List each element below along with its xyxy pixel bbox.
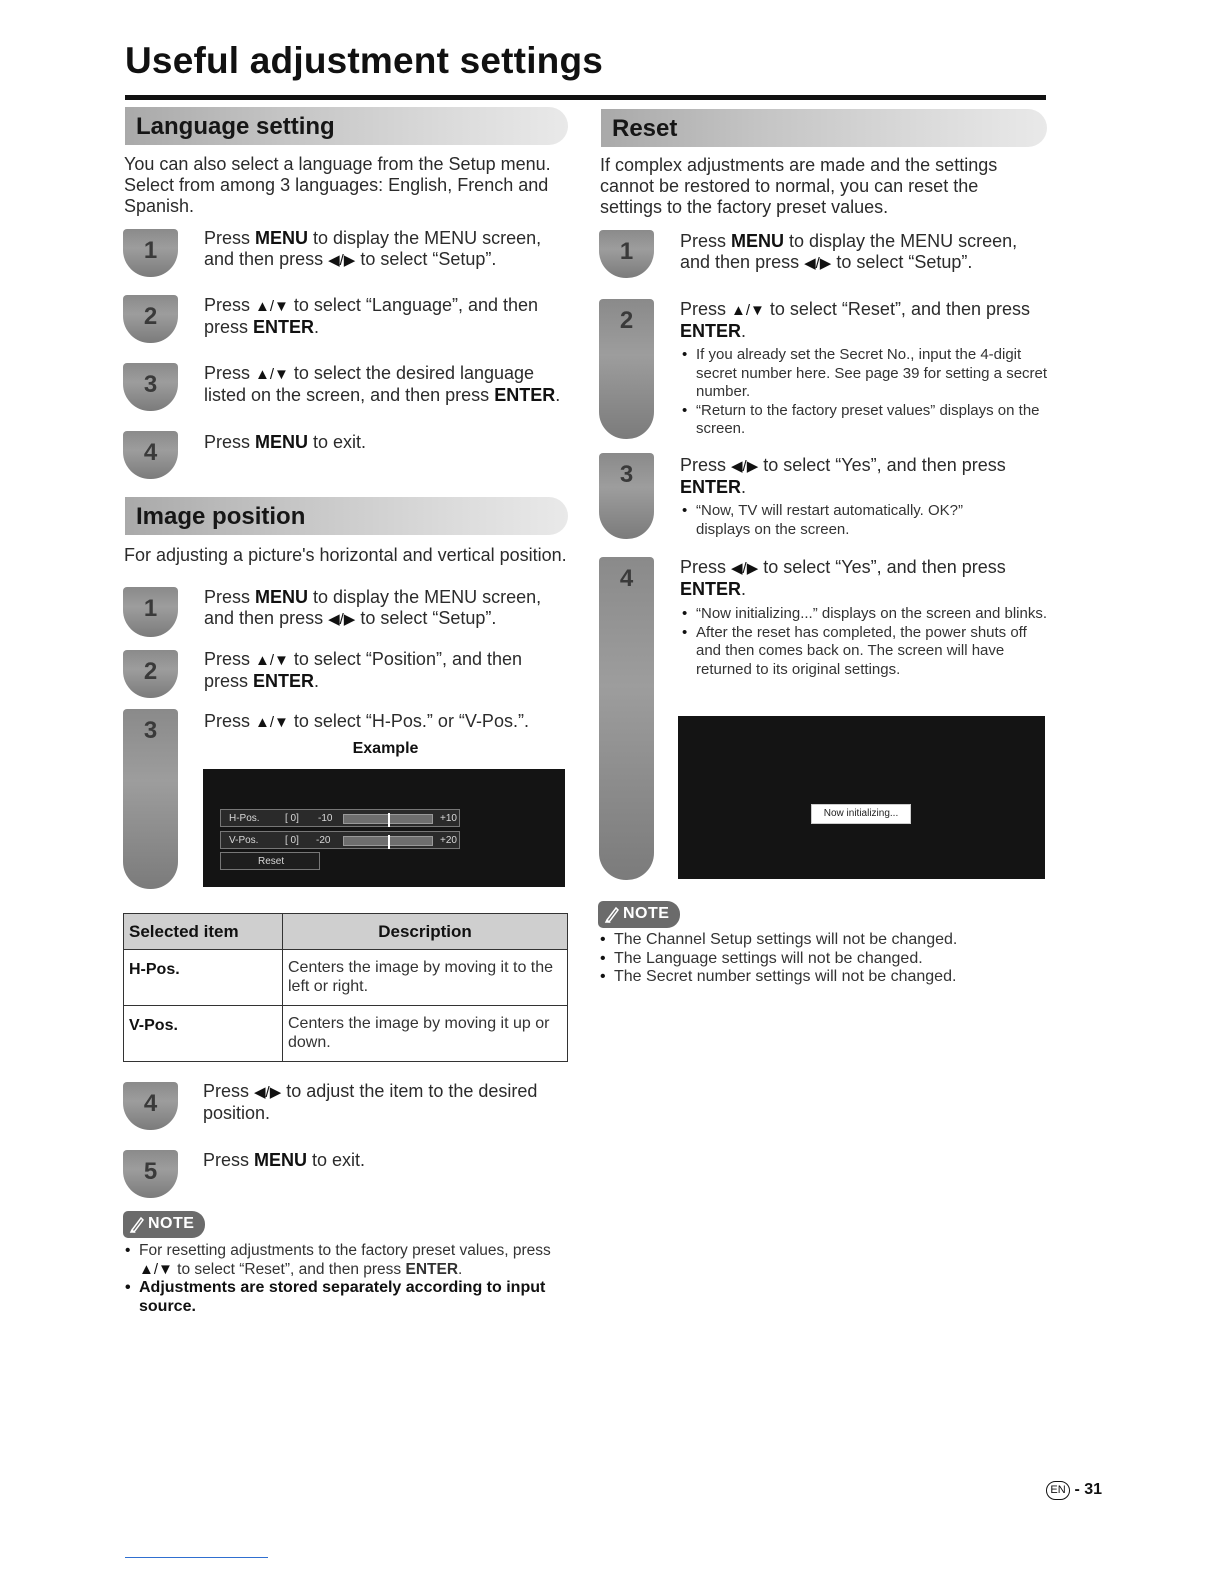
step-badge-1: 1: [123, 229, 178, 277]
bottom-rule: [125, 1557, 268, 1558]
image-step-2-text: Press ▲/▼ to select “Position”, and then press ENTER.: [204, 649, 523, 691]
osd-reset-label: Reset: [258, 856, 285, 867]
up-down-arrows-icon: ▲/▼: [255, 298, 289, 315]
step-badge-3: 3: [599, 453, 654, 539]
reset-step-2-bullets: [680, 346, 1050, 439]
language-step-2-text: Press ▲/▼ to select “Language”, and then press ENTER.: [204, 295, 539, 337]
table-cell-desc: Centers the image by moving it to the left or right.: [283, 950, 568, 1006]
osd-hpos-slider: [343, 814, 433, 824]
reset-step-2-text: Press ▲/▼ to select “Reset”, and then press ENTER.: [680, 299, 1031, 341]
list-item: • The Channel Setup settings will not be changed.: [598, 931, 1038, 950]
left-right-arrows-icon: ◀/▶: [328, 611, 356, 628]
step-badge-3: 3: [123, 363, 178, 411]
pencil-icon: [604, 905, 620, 923]
osd-vpos-slider: [343, 836, 433, 846]
list-item: • Adjustments are stored separately according to input source.: [123, 1279, 573, 1316]
list-item: • “Now, TV will restart automatically. OK?” displays on the screen.: [680, 502, 1010, 539]
title-rule: [125, 95, 1046, 100]
example-label: Example: [352, 740, 419, 757]
osd-vpos-label: V-Pos.: [229, 835, 259, 846]
list-item: • “Now initializing...” displays on the screen and blinks.: [680, 605, 1050, 624]
image-step-1-text: Press MENU to display the MENU screen, and then press ◀/▶ to select “Setup”.: [204, 587, 542, 628]
osd-vpos-min: -20: [316, 835, 331, 846]
now-initializing-box: Now initializing...: [811, 804, 911, 824]
table-row: [124, 950, 568, 1006]
up-down-arrows-icon: ▲/▼: [139, 1260, 173, 1278]
table-header: Description: [283, 914, 568, 950]
osd-vpos-max: +20: [440, 835, 457, 846]
table-cell-item: V-Pos.: [124, 1006, 283, 1062]
reset-intro: If complex adjustments are made and the settings cannot be restored to normal, you can reset the settings to the factory preset values.: [600, 155, 998, 217]
note-badge: [598, 901, 680, 928]
note-label: NOTE: [148, 1215, 195, 1232]
language-setting-intro: You can also select a language from the Setup menu. Select from among 3 languages: English, French and Spanish.: [124, 154, 551, 216]
left-right-arrows-icon: ◀/▶: [804, 255, 832, 272]
table-header: Selected item: [124, 914, 283, 950]
list-item: • After the reset has completed, the power shuts off and then comes back on. The screen will have returned to its original settings.: [680, 624, 1050, 680]
language-setting-heading: Language setting: [125, 107, 568, 145]
step-badge-4: 4: [599, 557, 654, 880]
osd-hpos-label: H-Pos.: [229, 813, 260, 824]
step-badge-1: 1: [123, 587, 178, 637]
image-position-notes: [123, 1242, 573, 1316]
page-number: EN - 31: [1046, 1481, 1102, 1500]
list-item: • “Return to the factory preset values” displays on the screen.: [680, 402, 1050, 439]
list-item: • The Secret number settings will not be changed.: [598, 968, 1038, 987]
reset-tv-screen: [678, 716, 1045, 879]
up-down-arrows-icon: ▲/▼: [255, 652, 289, 669]
step-badge-2: 2: [123, 295, 178, 343]
osd-hpos-max: +10: [440, 813, 457, 824]
step-badge-3: 3: [123, 709, 178, 889]
reset-notes: [598, 931, 1038, 987]
example-tv-screen: [203, 769, 565, 887]
up-down-arrows-icon: ▲/▼: [255, 366, 289, 383]
en-language-icon: EN: [1046, 1481, 1070, 1500]
note-badge: [123, 1211, 205, 1238]
step-badge-1: 1: [599, 230, 654, 278]
pencil-icon: [129, 1215, 145, 1233]
table-cell-item: H-Pos.: [124, 950, 283, 1006]
language-step-4-text: Press MENU to exit.: [204, 432, 367, 452]
list-item: • The Language settings will not be changed.: [598, 950, 1038, 969]
left-right-arrows-icon: ◀/▶: [731, 560, 759, 577]
up-down-arrows-icon: ▲/▼: [731, 302, 765, 319]
osd-vpos-row: [220, 831, 460, 849]
step-badge-5: 5: [123, 1150, 178, 1198]
table-cell-desc: Centers the image by moving it up or down.: [283, 1006, 568, 1062]
step-badge-2: 2: [599, 299, 654, 439]
left-right-arrows-icon: ◀/▶: [731, 458, 759, 475]
page-title: Useful adjustment settings: [125, 40, 604, 81]
image-step-5-text: Press MENU to exit.: [203, 1150, 366, 1170]
language-step-1-text: Press MENU to display the MENU screen, and then press ◀/▶ to select “Setup”.: [204, 228, 542, 269]
osd-hpos-row: [220, 809, 460, 827]
note-label: NOTE: [623, 905, 670, 922]
language-step-3-text: Press ▲/▼ to select the desired language listed on the screen, and then press ENTER.: [204, 363, 561, 405]
osd-vpos-value: [ 0]: [285, 835, 299, 846]
osd-hpos-min: -10: [318, 813, 333, 824]
image-position-heading: Image position: [125, 497, 568, 535]
step-badge-4: 4: [123, 1082, 178, 1130]
image-step-3-text: Press ▲/▼ to select “H-Pos.” or “V-Pos.”.: [204, 711, 529, 731]
step-badge-4: 4: [123, 431, 178, 479]
reset-step-3-bullets: [680, 502, 1010, 539]
osd-hpos-value: [ 0]: [285, 813, 299, 824]
reset-step-4-bullets: [680, 605, 1050, 679]
image-position-intro: For adjusting a picture's horizontal and vertical position.: [124, 545, 567, 565]
list-item: • If you already set the Secret No., input the 4-digit secret number here. See page 39 for setting a secret number.: [680, 346, 1050, 402]
selected-item-table: [123, 913, 568, 1062]
osd-reset-row: [220, 852, 320, 870]
table-row: [124, 1006, 568, 1062]
osd-hpos-marker: [388, 813, 390, 827]
reset-step-4-text: Press ◀/▶ to select “Yes”, and then press ENTER.: [680, 557, 1006, 599]
osd-vpos-marker: [388, 835, 390, 849]
left-right-arrows-icon: ◀/▶: [328, 252, 356, 269]
image-step-4-text: Press ◀/▶ to adjust the item to the desired position.: [203, 1081, 538, 1123]
reset-step-3-text: Press ◀/▶ to select “Yes”, and then press ENTER.: [680, 455, 1006, 497]
reset-step-1-text: Press MENU to display the MENU screen, and then press ◀/▶ to select “Setup”.: [680, 231, 1018, 272]
left-right-arrows-icon: ◀/▶: [254, 1084, 282, 1101]
reset-heading: Reset: [601, 109, 1047, 147]
up-down-arrows-icon: ▲/▼: [255, 714, 289, 731]
list-item: • For resetting adjustments to the factory preset values, press ▲/▼ to select “Reset”, and then press ENTER.: [123, 1242, 573, 1279]
table-header-row: [124, 914, 568, 950]
step-badge-2: 2: [123, 650, 178, 698]
